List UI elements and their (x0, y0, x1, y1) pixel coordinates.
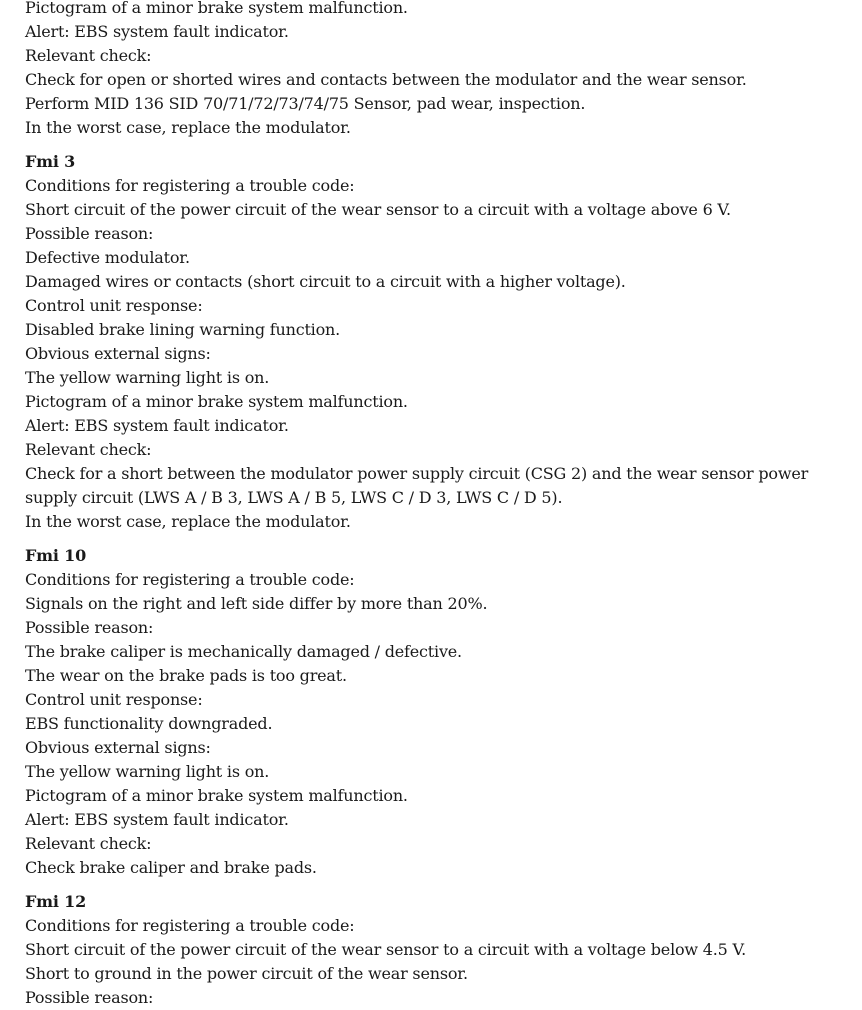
text-line: In the worst case, replace the modulator. (25, 512, 351, 531)
text-line: Pictogram of a minor brake system malfunction. (25, 0, 408, 17)
text-line: Obvious external signs: (25, 738, 211, 757)
text-line: Disabled brake lining warning function. (25, 320, 341, 339)
text-line: Alert: EBS system fault indicator. (25, 416, 289, 435)
text-line: The yellow warning light is on. (25, 762, 270, 781)
text-line: In the worst case, replace the modulator. (25, 118, 351, 137)
top-section (25, 0, 862, 140)
section-heading: Fmi 10 (25, 546, 87, 565)
text-line: Possible reason: (25, 618, 154, 637)
text-line: Defective modulator. (25, 248, 190, 267)
text-line: The yellow warning light is on. (25, 368, 270, 387)
section-heading: Fmi 3 (25, 152, 76, 171)
text-line: Damaged wires or contacts (short circuit to a circuit with a higher voltage). (25, 272, 626, 291)
text-line: EBS functionality downgraded. (25, 714, 273, 733)
fmi3-section (25, 150, 862, 534)
text-line: Pictogram of a minor brake system malfunction. (25, 392, 408, 411)
text-line: Pictogram of a minor brake system malfunction. (25, 786, 408, 805)
text-line: Conditions for registering a trouble code: (25, 916, 355, 935)
text-line: The brake caliper is mechanically damaged / defective. (25, 642, 462, 661)
text-line: Control unit response: (25, 690, 203, 709)
text-line: Conditions for registering a trouble code: (25, 176, 355, 195)
text-line: Possible reason: (25, 224, 154, 243)
text-line: Possible reason: (25, 988, 154, 1007)
text-line: Control unit response: (25, 296, 203, 315)
fmi10-section (25, 544, 862, 880)
text-line: Short circuit of the power circuit of the wear sensor to a circuit with a voltage below 4.5 V. (25, 940, 746, 959)
text-line: Check for open or shorted wires and contacts between the modulator and the wear sensor. (25, 70, 747, 89)
section-heading: Fmi 12 (25, 892, 87, 911)
text-line: The wear on the brake pads is too great. (25, 666, 347, 685)
text-line: Check brake caliper and brake pads. (25, 858, 317, 877)
text-line: Short to ground in the power circuit of the wear sensor. (25, 964, 468, 983)
text-line: Conditions for registering a trouble code: (25, 570, 355, 589)
text-line: Short circuit of the power circuit of the wear sensor to a circuit with a voltage above 6 V. (25, 200, 731, 219)
fmi12-section (25, 890, 862, 1010)
text-line: Relevant check: (25, 834, 152, 853)
text-line: Relevant check: (25, 46, 152, 65)
text-line: Alert: EBS system fault indicator. (25, 810, 289, 829)
text-line: Signals on the right and left side differ by more than 20%. (25, 594, 488, 613)
text-line: Relevant check: (25, 440, 152, 459)
text-paragraph: Check for a short between the modulator power supply circuit (CSG 2) and the wear sensor power supply circuit (LWS A / B 3, LWS A / B 5, LWS C / D 3, LWS C / D 5). (25, 464, 809, 507)
text-line: Obvious external signs: (25, 344, 211, 363)
text-line: Perform MID 136 SID 70/71/72/73/74/75 Sensor, pad wear, inspection. (25, 94, 586, 113)
text-line: Alert: EBS system fault indicator. (25, 22, 289, 41)
